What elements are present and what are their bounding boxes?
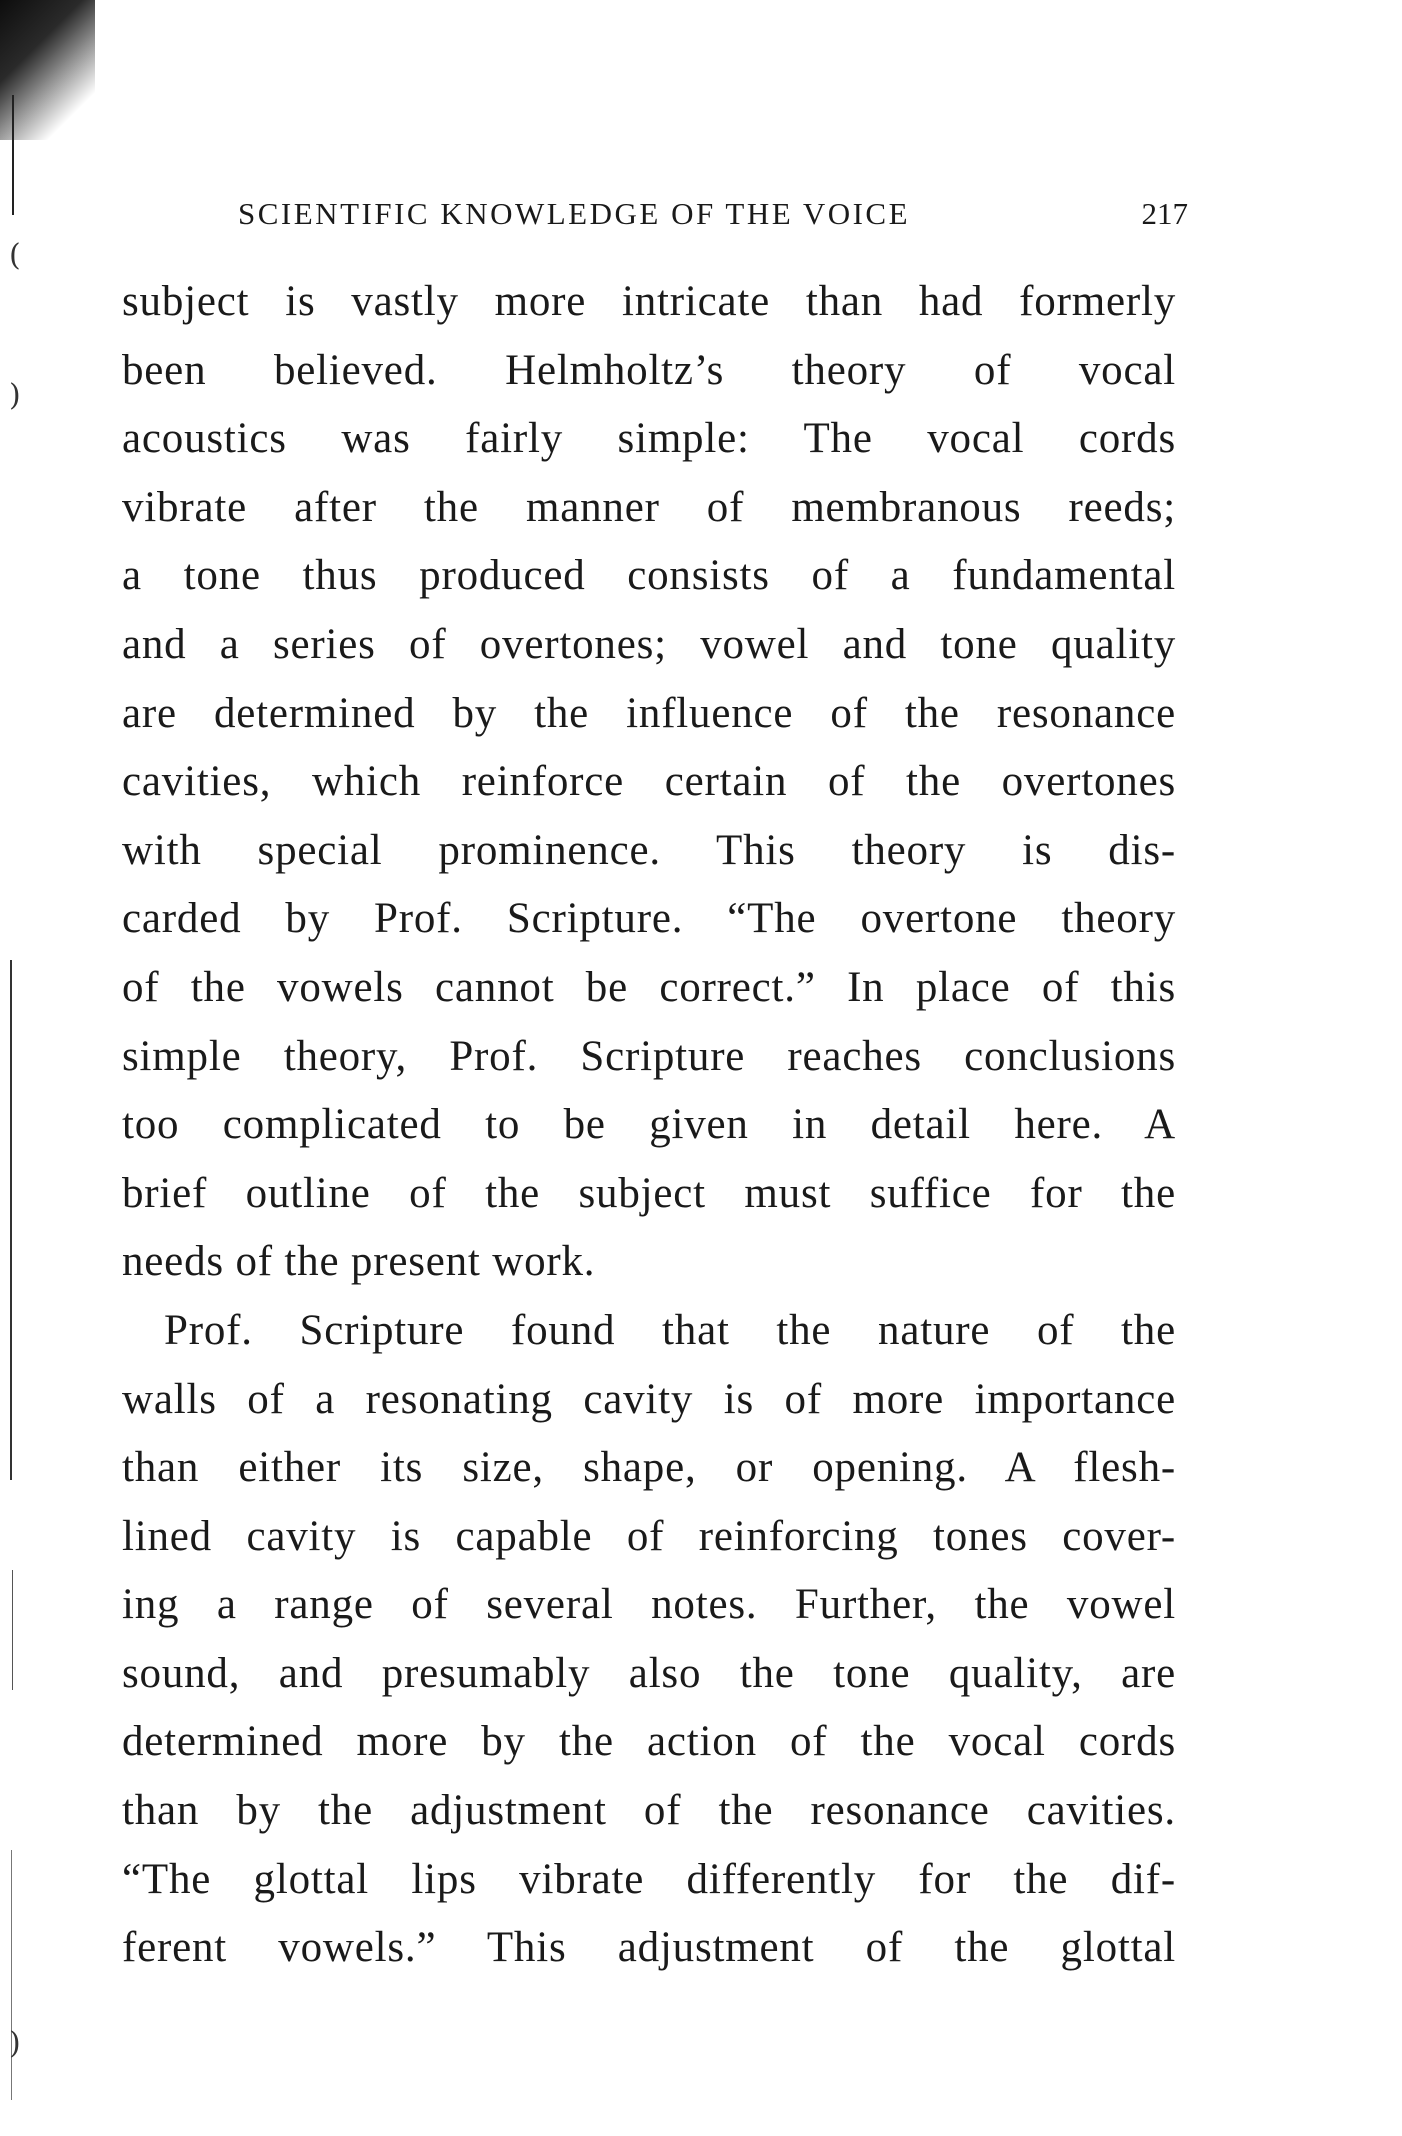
scan-edge-line — [12, 1570, 13, 1690]
text-line: “The glottal lips vibrate differently for the dif- — [122, 1855, 1176, 1903]
text-line: determined more by the action of the vocal cords — [122, 1718, 1176, 1766]
text-line: cavities, which reinforce certain of the overtones — [122, 758, 1176, 806]
text-line: a tone thus produced consists of a fundamental — [122, 552, 1176, 600]
text-line: lined cavity is capable of reinforcing tones cover- — [122, 1512, 1176, 1560]
text-line: needs of the present work. — [122, 1238, 596, 1286]
running-title: SCIENTIFIC KNOWLEDGE OF THE VOICE — [238, 196, 911, 231]
scan-shadow — [0, 0, 95, 140]
paragraph-2 — [122, 1297, 1176, 1983]
text-line: acoustics was fairly simple: The vocal cords — [122, 415, 1176, 463]
text-line: of the vowels cannot be correct.” In place of this — [122, 963, 1176, 1011]
scan-edge-line — [11, 1850, 12, 2100]
text-line: and a series of overtones; vowel and tone quality — [122, 620, 1176, 668]
running-head — [238, 196, 1188, 236]
text-line: carded by Prof. Scripture. “The overtone theory — [122, 895, 1176, 943]
text-line: than by the adjustment of the resonance cavities. — [122, 1787, 1176, 1835]
text-line: with special prominence. This theory is dis- — [122, 826, 1176, 874]
text-line: are determined by the influence of the resonance — [122, 689, 1176, 737]
text-line: ferent vowels.” This adjustment of the glottal — [122, 1924, 1176, 1972]
scan-mark: ) — [9, 378, 21, 413]
text-line: than either its size, shape, or opening. A flesh- — [122, 1444, 1176, 1492]
scan-edge-line — [12, 95, 14, 215]
page-number: 217 — [1141, 196, 1188, 231]
text-line: ing a range of several notes. Further, the vowel — [122, 1581, 1176, 1629]
text-line: too complicated to be given in detail here. A — [122, 1101, 1176, 1149]
body-text — [122, 268, 1176, 1983]
text-line: brief outline of the subject must suffice for the — [122, 1169, 1176, 1217]
paragraph-1 — [122, 268, 1176, 1297]
text-line: sound, and presumably also the tone quality, are — [122, 1649, 1176, 1697]
scan-mark: ) — [9, 2026, 21, 2061]
text-line: Prof. Scripture found that the nature of the — [164, 1306, 1176, 1354]
scan-mark: ( — [9, 238, 21, 273]
scan-edge-line — [10, 960, 12, 1480]
text-line: simple theory, Prof. Scripture reaches conclusions — [122, 1032, 1176, 1080]
text-line: vibrate after the manner of membranous reeds; — [122, 483, 1176, 531]
text-line: subject is vastly more intricate than had formerly — [122, 278, 1176, 325]
text-line: been believed. Helmholtz’s theory of vocal — [122, 346, 1176, 394]
text-line: walls of a resonating cavity is of more importance — [122, 1375, 1176, 1423]
